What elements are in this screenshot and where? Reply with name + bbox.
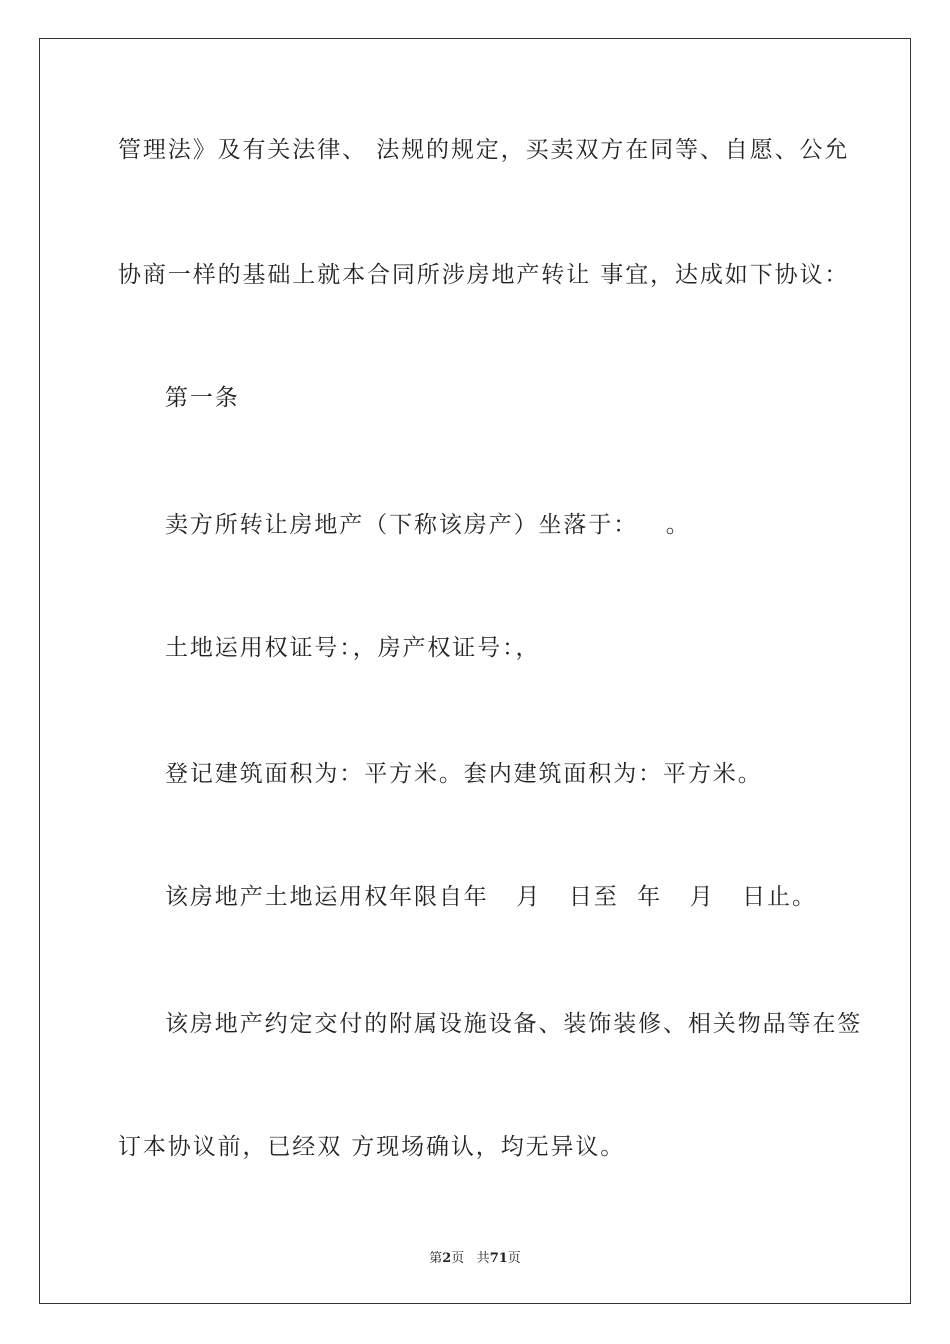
footer-total-prefix: 共 bbox=[476, 1251, 490, 1266]
page-footer bbox=[0, 1247, 950, 1266]
paragraph-line-1: 管理法》及有关法律、 法规的规定，买卖双方在同等、自愿、公允 bbox=[118, 137, 850, 163]
article-heading: 第一条 bbox=[165, 385, 240, 411]
facilities-line-1: 该房地产约定交付的附属设施设备、装饰装修、相关物品等在签 bbox=[165, 1011, 863, 1037]
property-location-line: 卖方所转让房地产（下称该房产）坐落于： 。 bbox=[165, 512, 691, 538]
footer-page-prefix: 第 bbox=[429, 1251, 443, 1266]
footer-page-suffix: 页 bbox=[451, 1251, 465, 1266]
footer-page-number: 2 bbox=[442, 1251, 452, 1266]
page-border bbox=[39, 38, 911, 1304]
footer-total-pages: 71 bbox=[489, 1251, 508, 1266]
footer-total-suffix: 页 bbox=[507, 1251, 521, 1266]
land-use-term-line: 该房地产土地运用权年限自年 月 日至 年 月 日止。 bbox=[165, 884, 817, 910]
floor-area-line: 登记建筑面积为：平方米。套内建筑面积为：平方米。 bbox=[165, 761, 763, 787]
facilities-line-2: 订本协议前，已经双 方现场确认，均无异议。 bbox=[118, 1134, 626, 1160]
paragraph-line-2: 协商一样的基础上就本合同所涉房地产转让 事宜，达成如下协议： bbox=[118, 262, 850, 288]
certificate-number-line: 土地运用权证号：，房产权证号：， bbox=[165, 635, 541, 661]
